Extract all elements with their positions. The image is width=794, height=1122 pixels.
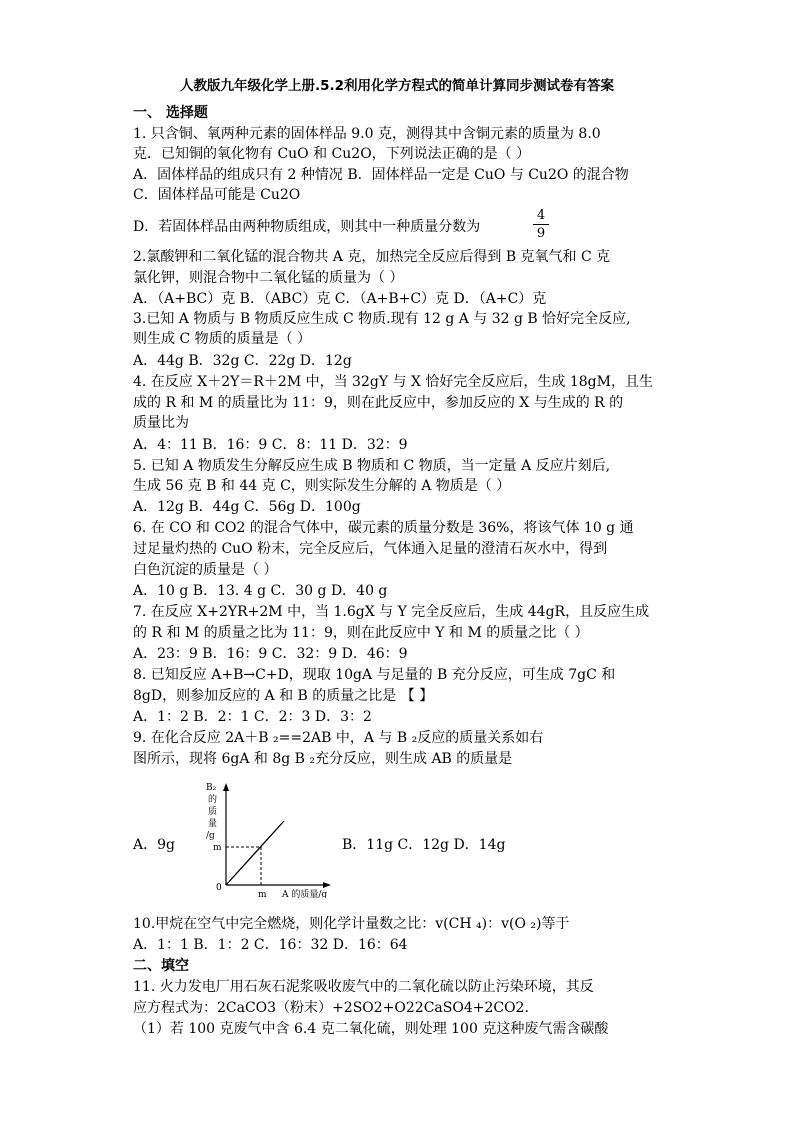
text-line: 的 R 和 M 的质量之比为 11：9，则在此反应中 Y 和 M 的质量之比（ ）	[133, 625, 589, 641]
text-line: A．（A+BC）克 B．（ABC）克 C．（A+B+C）克 D．（A+C）克	[133, 291, 547, 307]
text-line: 氯化钾，则混合物中二氧化锰的质量为（ ）	[133, 270, 404, 286]
text-line: 则生成 C 物质的质量是（ ）	[133, 331, 312, 347]
text-line: 11. 火力发电厂用石灰石泥浆吸收废气中的二氧化硫以防止污染环境，其反	[133, 979, 594, 995]
y-label: 的	[208, 795, 218, 805]
text-line: 9. 在化合反应 2A＋B ₂==2AB 中，A 与 B ₂反应的质量关系如右	[133, 730, 544, 746]
section-heading-fill: 二、填空	[133, 958, 189, 974]
relation-line	[226, 821, 284, 885]
q9-option-a: A．9g	[133, 837, 175, 853]
text-line: A．1：1 B．1：2 C．16：32 D．16：64	[133, 937, 408, 953]
text-line: 白色沉淀的质量是（ ）	[133, 562, 278, 578]
text-line: A．1：2 B．2：1 C．2：3 D．3：2	[133, 709, 372, 725]
text-line: A．23：9 B．16：9 C．32：9 D．46：9	[133, 646, 408, 662]
text-line: 4. 在反应 X＋2Y＝R＋2M 中，当 32gY 与 X 恰好完全反应后，生成 18gM，且生	[133, 374, 653, 390]
text-line: C．固体样品可能是 Cu2O	[133, 187, 301, 203]
mass-relation-graph	[198, 778, 338, 898]
text-line: 10.甲烷在空气中完全燃烧，则化学计量数之比：v(CH ₄)：v(O ₂)等于	[133, 916, 570, 932]
text-line: 8gD，则参加反应的 A 和 B 的质量之比是 【 】	[133, 688, 434, 704]
fraction	[533, 208, 549, 241]
text-line: A．12g B．44g C．56g D．100g	[133, 499, 361, 515]
text-line: 图所示，现将 6gA 和 8g B ₂充分反应，则生成 AB 的质量是	[133, 751, 513, 767]
x-label: A 的质量/g	[282, 890, 328, 898]
text-line: 1. 只含铜、氧两种元素的固体样品 9.0 克，测得其中含铜元素的质量为 8.0	[133, 126, 601, 142]
page-title: 人教版九年级化学上册.5.2利用化学方程式的简单计算同步测试卷有答案	[179, 78, 615, 94]
text-line: 8. 已知反应 A+B→C+D，现取 10gA 与足量的 B 充分反应，可生成 7gC 和	[133, 667, 616, 683]
y-label: /g	[206, 831, 215, 841]
fraction-denominator: 9	[536, 226, 546, 241]
text-line: 6. 在 CO 和 CO2 的混合气体中，碳元素的质量分数是 36%，将该气体 10 g 通	[133, 520, 634, 536]
x-tick-label: m	[258, 890, 267, 898]
text-line: A．4：11 B．16：9 C．8：11 D．32：9	[133, 437, 408, 453]
text-line: 7. 在反应 X+2YR+2M 中，当 1.6gX 与 Y 完全反应后，生成 44gR，且反应生成	[133, 604, 650, 620]
x-axis-arrow	[323, 882, 331, 888]
y-tick-label: m	[213, 843, 222, 853]
y-label: 质	[208, 807, 218, 817]
text-line: 应方程式为：2CaCO3（粉末）+2SO2+O22CaSO4+2CO2.	[133, 1000, 529, 1016]
section-heading-choice: 一、 选择题	[133, 105, 208, 121]
text-line: 克．已知铜的氧化物有 CuO 和 Cu2O，下列说法正确的是（ ）	[133, 146, 531, 162]
text-line: 生成 56 克 B 和 44 克 C，则实际发生分解的 A 物质是（ ）	[133, 478, 511, 494]
text-line: 质量比为	[133, 415, 189, 431]
text-line: 过足量灼热的 CuO 粉末，完全反应后，气体通入足量的澄清石灰水中，得到	[133, 541, 608, 557]
origin-label: 0	[216, 883, 222, 893]
text-line: A．44g B．32g C．22g D．12g	[133, 353, 352, 369]
text-line: A．固体样品的组成只有 2 种情况 B．固体样品一定是 CuO 与 Cu2O 的混合物	[133, 167, 629, 183]
text-line: 3.已知 A 物质与 B 物质反应生成 C 物质.现有 12 g A 与 32 g B 恰好完全反应,	[133, 311, 631, 327]
y-axis-arrow	[223, 783, 229, 791]
text-line: （1）若 100 克废气中含 6.4 克二氧化硫，则处理 100 克这种废气需含碳酸	[133, 1021, 609, 1037]
q9-options-rest: B．11g C．12g D．14g	[342, 837, 506, 853]
fraction-numerator: 4	[536, 208, 546, 223]
text-line: 2.氯酸钾和二氧化锰的混合物共 A 克，加热完全反应后得到 B 克氧气和 C 克	[133, 249, 611, 265]
y-label: 量	[208, 819, 218, 829]
text-line: 成的 R 和 M 的质量比为 11：9，则在此反应中，参加反应的 X 与生成的 R 的	[133, 395, 624, 411]
text-line: D．若固体样品由两种物质组成，则其中一种质量分数为	[133, 219, 481, 235]
text-line: A．10 g B．13. 4 g C．30 g D．40 g	[133, 583, 388, 599]
text-line: 5. 已知 A 物质发生分解反应生成 B 物质和 C 物质，当一定量 A 反应片刻后,	[133, 458, 611, 474]
y-label: B₂	[206, 783, 217, 793]
